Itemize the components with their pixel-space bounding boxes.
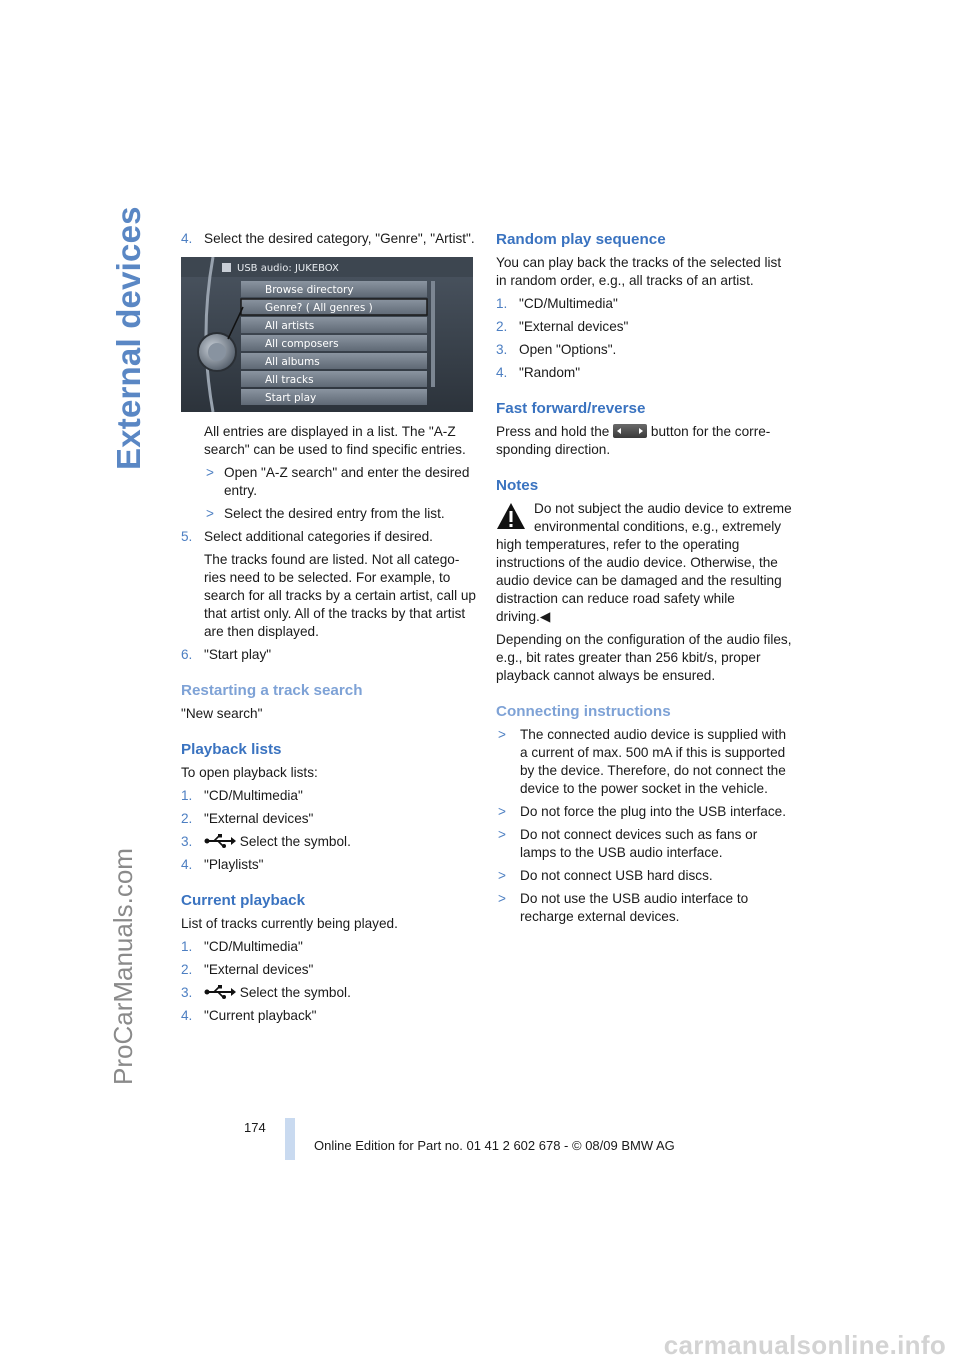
step-number: 3. (181, 985, 193, 1000)
screen-menu-item: All artists (265, 320, 315, 332)
step-number: 5. (181, 529, 193, 544)
screen-menu-item: Start play (265, 392, 317, 404)
screen-title: USB audio: JUKEBOX (237, 263, 339, 274)
bullet-text: Select the desired entry from the list. (224, 506, 445, 521)
warning-note (496, 500, 792, 626)
list-item (181, 961, 476, 979)
screen-menu (241, 281, 427, 405)
step-6 (181, 646, 476, 664)
bullet-item (496, 867, 792, 885)
usb-symbol-icon (204, 985, 236, 999)
side-watermark (108, 565, 148, 1085)
bullet-item (204, 464, 476, 500)
list-item (181, 856, 476, 874)
step-number: 4. (496, 365, 508, 380)
restart-text: "New search" (181, 706, 263, 721)
step-number: 4. (181, 857, 193, 872)
step-text: Select additional categories if desired. (204, 529, 433, 544)
step-text: Select the symbol. (239, 985, 351, 1000)
bottom-watermark: carmanualsonline.info (663, 1330, 946, 1360)
bullet-mark: > (498, 804, 506, 819)
step-5-description: The tracks found are listed. Not all categories need to be selected. For example, to search for all tracks by a certain artist, call up that artist only. All of the tracks by that artist are then displayed. (204, 552, 476, 639)
step-text: "Start play" (204, 647, 272, 662)
usb-icon (222, 263, 231, 272)
left-column (181, 230, 476, 1030)
heading-current-playback: Current playback (181, 892, 306, 909)
bullet-item (496, 826, 792, 862)
bullet-text: Do not use the USB audio interface to recharge external devices. (520, 891, 749, 924)
bullet-mark: > (498, 891, 506, 906)
step-number: 2. (496, 319, 508, 334)
bullet-mark: > (206, 506, 214, 521)
step-number: 4. (181, 231, 193, 246)
step-text: Open "Options". (519, 342, 617, 357)
heading-playback-lists: Playback lists (181, 741, 282, 758)
list-item (496, 341, 792, 359)
step-text: "External devices" (204, 811, 314, 826)
list-item (181, 984, 476, 1002)
ffrev-text-before: Press and hold the (496, 424, 610, 439)
heading-notes: Notes (496, 477, 539, 494)
step-number: 4. (181, 1008, 193, 1023)
bullet-text: The connected audio device is supplied with a current of max. 500 mA if this is supported by the device. Therefore, do not connect the device to the power socket in the vehicle. (520, 727, 787, 796)
step-text: Select the desired category, "Genre", "Artist". (204, 231, 475, 246)
step-number: 1. (496, 296, 508, 311)
step-text: "CD/Multimedia" (204, 788, 303, 803)
right-column (496, 230, 792, 931)
step-number: 1. (181, 788, 193, 803)
list-item (181, 1007, 476, 1025)
section-title: External devices (110, 206, 147, 470)
bullet-item (204, 505, 476, 523)
bullet-text: Do not connect USB hard discs. (520, 868, 713, 883)
step-number: 1. (181, 939, 193, 954)
heading-connecting: Connecting instructions (496, 703, 671, 720)
side-watermark-text: ProCarManuals.com (108, 848, 138, 1085)
heading-fast-forward: Fast forward/reverse (496, 400, 646, 417)
step-text: "Random" (519, 365, 581, 380)
step-number: 2. (181, 962, 193, 977)
step-4-description: All entries are displayed in a list. The "A-Z search" can be used to find specific entries. (204, 424, 466, 457)
warning-triangle-icon (496, 502, 526, 530)
step-number: 3. (496, 342, 508, 357)
step-number: 6. (181, 647, 193, 662)
step-text: Select the symbol. (239, 834, 351, 849)
step-text: "External devices" (204, 962, 314, 977)
list-item (181, 833, 476, 851)
fast-forward-text (496, 423, 792, 459)
screen-menu-item: Browse directory (265, 284, 354, 296)
heading-restart-search: Restarting a track search (181, 682, 363, 699)
step-text: "Current playback" (204, 1008, 317, 1023)
bullet-text: Open "A-Z search" and enter the desired entry. (224, 465, 470, 498)
list-item (496, 295, 792, 313)
step-number: 3. (181, 834, 193, 849)
bullet-mark: > (498, 727, 506, 742)
heading-random-play: Random play sequence (496, 231, 666, 248)
random-intro: You can play back the tracks of the selected list in random order, e.g., all tracks of an artist. (496, 255, 782, 288)
bullet-mark: > (498, 827, 506, 842)
bullet-item (496, 890, 792, 926)
bullet-mark: > (206, 465, 214, 480)
footer-bar (285, 1118, 295, 1160)
playback-lists-intro: To open playback lists: (181, 765, 318, 780)
warning-text: Do not subject the audio device to extreme environmental conditions, e.g., extremely high temperatures, refer to the operating instructions of the audio device. Otherwise, the audio device can be damaged and the resulting distraction can reduce road safety while driving.◀ (496, 501, 792, 624)
step-text: "Playlists" (204, 857, 264, 872)
step-5 (181, 528, 476, 546)
screen-menu-item: All composers (265, 338, 339, 350)
bullet-mark: > (498, 868, 506, 883)
notes-paragraph: Depending on the configuration of the audio files, e.g., bit rates greater than 256 kbit/s, proper playback cannot always be ensured. (496, 632, 792, 683)
screen-menu-item: All tracks (265, 374, 314, 386)
list-item (181, 787, 476, 805)
bullet-item (496, 803, 792, 821)
step-text: "External devices" (519, 319, 629, 334)
current-playback-intro: List of tracks currently being played. (181, 916, 398, 931)
list-item (181, 938, 476, 956)
list-item (496, 318, 792, 336)
footer-edition: Online Edition for Part no. 01 41 2 602 678 - © 08/09 BMW AG (314, 1138, 675, 1153)
bullet-item (496, 726, 792, 798)
list-item (496, 364, 792, 382)
usb-symbol-icon (204, 834, 236, 848)
screen-menu-item: Genre? ( All genres ) (265, 302, 373, 314)
step-text: "CD/Multimedia" (519, 296, 618, 311)
idrive-screen-image (181, 257, 473, 412)
step-4 (181, 230, 476, 248)
screen-menu-item: All albums (265, 356, 320, 368)
step-text: "CD/Multimedia" (204, 939, 303, 954)
section-title-vertical (110, 206, 150, 470)
list-item (181, 810, 476, 828)
step-number: 2. (181, 811, 193, 826)
bullet-text: Do not force the plug into the USB interface. (520, 804, 786, 819)
bullet-text: Do not connect devices such as fans or lamps to the USB audio interface. (520, 827, 758, 860)
seek-button-icon (613, 424, 647, 438)
page-number: 174 (244, 1120, 266, 1135)
ffrev-text-after: button for the corresponding direction. (496, 424, 771, 457)
